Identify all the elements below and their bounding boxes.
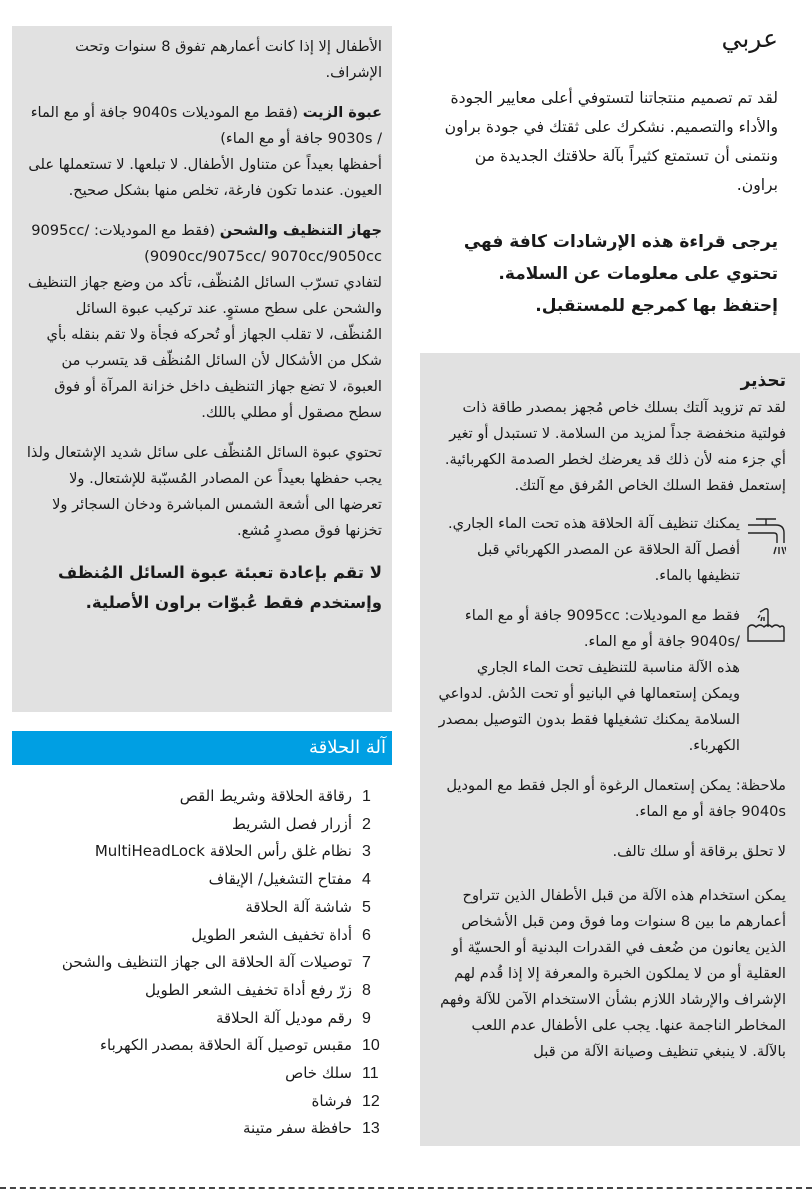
part-number: 11 <box>362 1065 379 1083</box>
part-label: فرشاة <box>311 1091 352 1110</box>
warning-title: تحذير <box>740 371 786 391</box>
parts-list <box>0 783 400 1143</box>
part-label: أداة تخفيف الشعر الطويل <box>191 925 352 944</box>
refill-warning: لا تقم بإعادة تعبئة عبوة السائل المُنظف وإستخدم فقط عُبوّات براون الأصلية. <box>57 563 382 612</box>
read-instructions-note: يرجى قراءة هذه الإرشادات كافة فهي تحتوي على معلومات عن السلامة. إحتفظ بها كمرجع للمستقبل. <box>463 232 778 316</box>
part-number: 9 <box>362 1009 371 1027</box>
children-continuation-text: الأطفال إلا إذا كانت أعمارهم تفوق 8 سنوات وتحت الإشراف. <box>75 38 382 81</box>
parts-list-item <box>0 1005 400 1033</box>
parts-list-item <box>0 838 400 866</box>
warning-use-cord-text: إستعمل فقط السلك الخاص المُرفق مع آلتك. <box>514 477 786 494</box>
part-label: توصيلات آلة الحلاقة الى جهاز التنظيف والشحن <box>61 953 352 972</box>
part-label: أزرار فصل الشريط <box>232 814 352 833</box>
oil-bottle-models: (فقط مع الموديلات 9040s جافة أو مع الماء / 9030s جافة أو مع الماء) <box>30 104 382 147</box>
shower-bath-icon <box>746 605 786 649</box>
parts-list-item <box>0 922 400 950</box>
part-number: 13 <box>362 1120 380 1138</box>
parts-list-item <box>0 1060 400 1088</box>
parts-list-item <box>0 1088 400 1116</box>
page-bottom-divider <box>0 1187 812 1189</box>
part-number: 12 <box>362 1092 380 1110</box>
safety-continued-box <box>12 26 392 712</box>
tap-row <box>438 511 786 589</box>
part-number: 4 <box>362 871 371 889</box>
oil-bottle-text: أحفظها بعيداً عن متناول الأطفال. لا تبلعها. لا تستعملها على العيون. عندما تكون فارغة، تخلص منها بشكل صحيح. <box>28 156 382 199</box>
flammable-warning: تحتوي عبوة السائل المُنظّف على سائل شديد الإشتعال ولذا يجب حفظها بعيداً عن المصادر المُسبّبة للإشتعال. ولا تعرضها الى أشعة الشمس المباشرة ودخان السجائر ولا تخزنها فوق مصدرٍ مُشع. <box>26 444 382 539</box>
faucet-icon <box>746 513 786 557</box>
part-number: 5 <box>362 898 371 916</box>
waterproof-usage-text: هذه الآلة مناسبة للتنظيف تحت الماء الجاري ويمكن إستعمالها في البانيو أو تحت الدُش. لدواعي السلامة يمكنك تشغيلها فقط بدون التوصيل بمصدر الكهرباء. <box>438 659 740 754</box>
part-number: 7 <box>362 954 371 972</box>
parts-list-item <box>0 894 400 922</box>
parts-list-item <box>0 949 400 977</box>
children-warning: يمكن استخدام هذه الآلة من قبل الأطفال الذين تتراوح أعمارهم ما بين 8 سنوات وما فوق ومن قبل الأشخاص الذين يعانون من ضُعف في القدرات البدنية أو الحسيّة أو العقلية أو من لا يملكون الخبرة والمعرفة إلا إذا قُدم لهم الإشراف والإرشاد اللازم بشأن الاستخدام الآمن للآلة وفهم المخاطر الناجمة عنها. يجب على الأطفال عدم اللعب بالآلة. لا ينبغي تنظيف وصيانة الآلة من قبل <box>440 887 786 1060</box>
warning-box <box>420 353 800 1146</box>
parts-list-item <box>0 1115 400 1143</box>
part-number: 3 <box>362 843 371 861</box>
oil-bottle-title: عبوة الزيت <box>302 104 382 121</box>
warning-cord-text: لقد تم تزويد آلتك بسلك خاص مُجهز بمصدر طاقة ذات فولتية منخفضة جداً لمزيد من السلامة. لا تستبدل أو تغير أي جزء منه لأن ذلك قد يعرضك لخطر الصدمة الكهربائية. <box>444 399 786 468</box>
bath-row <box>438 603 786 759</box>
intro-paragraph: لقد تم تصميم منتجاتنا لتستوفي أعلى معايير الجودة والأداء والتصميم. نشكرك على ثقتك في جودة براون ونتمنى أن تستمتع كثيراً بآلة حلاقتك الجديدة من براون. <box>444 89 778 194</box>
part-number: 10 <box>362 1037 380 1055</box>
damaged-foil-warning: لا تحلق برقاقة أو سلك تالف. <box>612 843 786 860</box>
part-label: شاشة آلة الحلاقة <box>245 897 352 916</box>
cleaning-station-models: (فقط مع الموديلات: 9095cc/ 9090cc/9075cc/ 9070cc/9050cc) <box>31 222 382 265</box>
part-label: مفتاح التشغيل/ الإيقاف <box>208 870 352 889</box>
part-number: 8 <box>362 981 371 999</box>
part-number: 1 <box>362 788 371 805</box>
parts-list-item <box>0 866 400 894</box>
section-title: آلة الحلاقة <box>309 737 386 758</box>
tap-cleaning-text: يمكنك تنظيف آلة الحلاقة هذه تحت الماء الجاري. أفصل آلة الحلاقة عن المصدر الكهربائي قبل تنظيفها بالماء. <box>448 515 740 584</box>
part-label: رقاقة الحلاقة وشريط القص <box>179 787 352 805</box>
parts-list-item <box>0 783 400 811</box>
cleaning-station-text: لتفادي تسرّب السائل المُنظّف، تأكد من وضع جهاز التنظيف والشحن على سطح مستوٍ. عند تركيب عبوة السائل المُنظّف، لا تقلب الجهاز أو تُحركه فجأة ولا تقم بنقله بأي شكل من الأشكال لأن السائل المُنظّف قد يتسرب من العبوة، لا تضع جهاز التنظيف داخل خزانة المرآة أو فوق سطح مصقول أو مطلي باللك. <box>27 274 382 421</box>
cleaning-station-title: جهاز التنظيف والشحن <box>219 222 382 239</box>
part-number: 6 <box>362 926 371 944</box>
parts-list-item <box>0 811 400 839</box>
parts-list-item <box>0 977 400 1005</box>
section-header-shaver <box>12 731 392 765</box>
part-label: حافظة سفر متينة <box>243 1119 352 1138</box>
parts-list-item <box>0 1032 400 1060</box>
part-label: سلك خاص <box>285 1064 352 1083</box>
part-label: نظام غلق رأس الحلاقة MultiHeadLock <box>94 842 352 861</box>
waterproof-models-text: فقط مع الموديلات: 9095cc جافة أو مع الماء /9040s جافة أو مع الماء. <box>464 607 740 650</box>
part-label: زرّ رفع أداة تخفيف الشعر الطويل <box>144 980 352 999</box>
foam-gel-note: ملاحظة: يمكن إستعمال الرغوة أو الجل فقط مع الموديل 9040s جافة أو مع الماء. <box>446 777 786 820</box>
part-label: رقم موديل آلة الحلاقة <box>215 1008 352 1027</box>
part-label: مقبس توصيل آلة الحلاقة بمصدر الكهرباء <box>99 1036 352 1055</box>
part-number: 2 <box>362 815 371 833</box>
language-title: عربي <box>721 24 778 53</box>
